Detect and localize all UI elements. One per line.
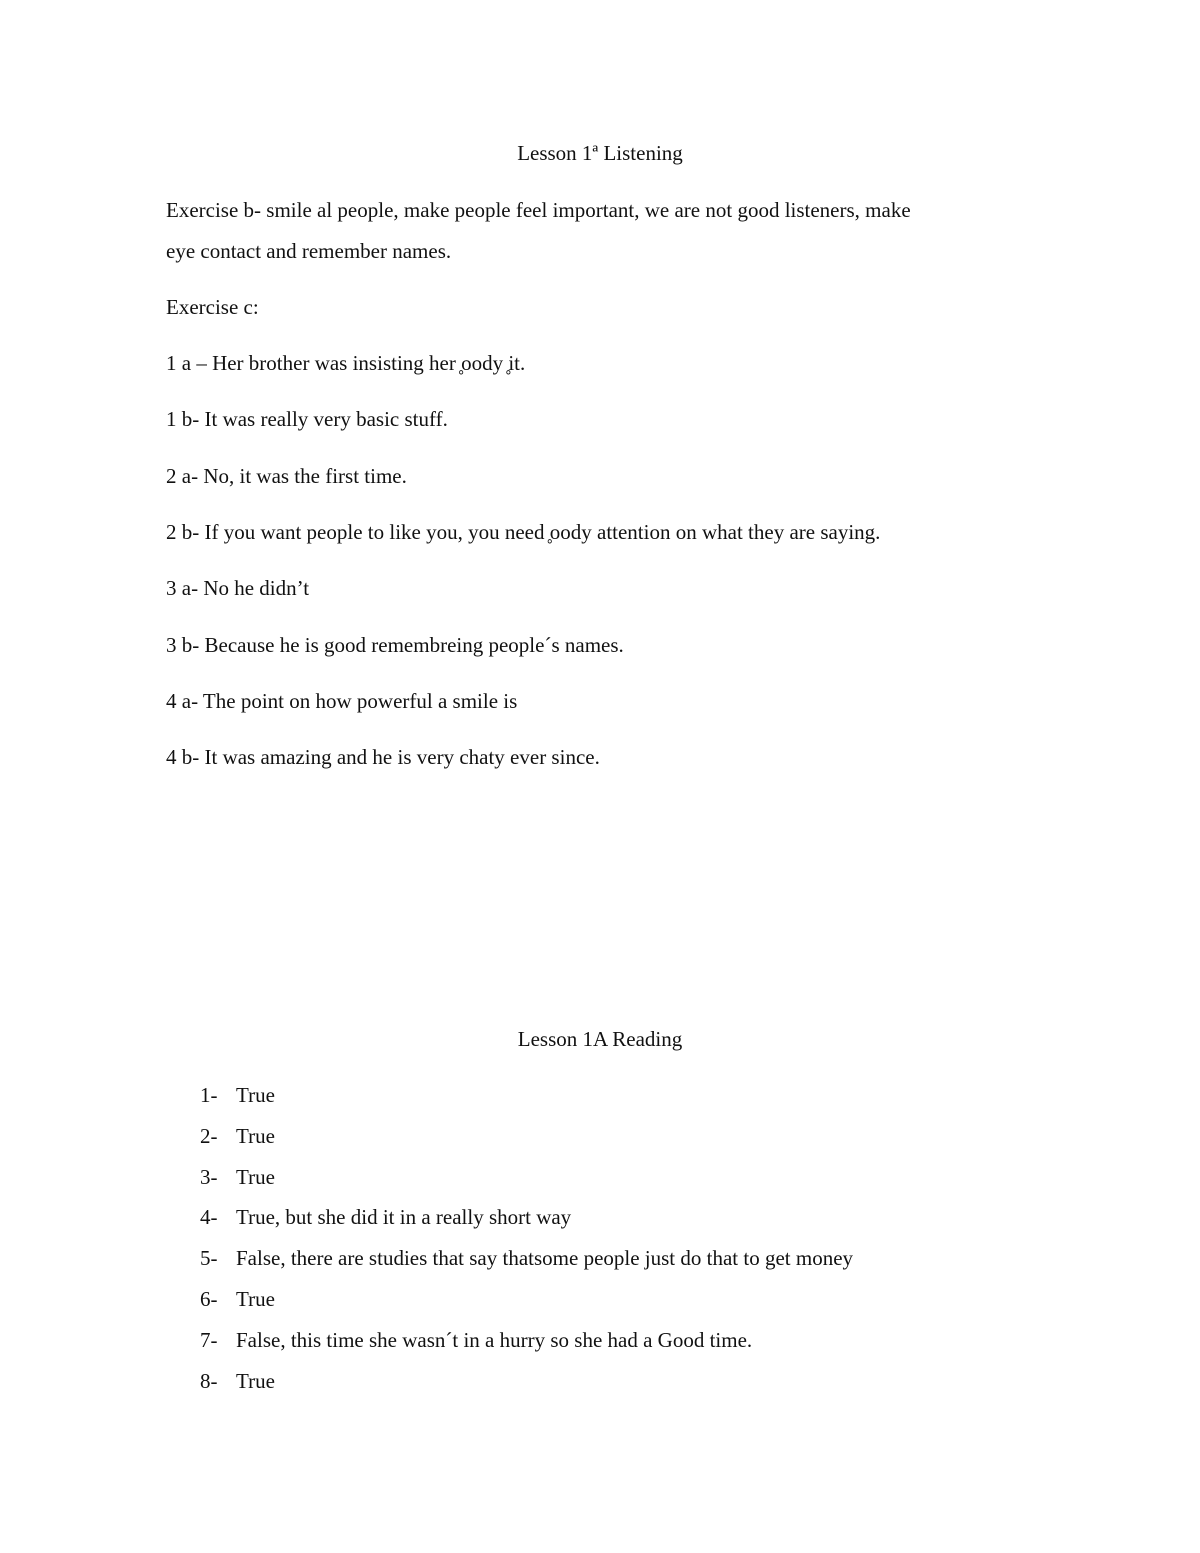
listening-title: Lesson 1ª Listening [517, 141, 683, 165]
item-text: True [236, 1164, 275, 1189]
answer-2b: 2 b- If you want people to like you, you need ̥oody attention on what they are saying. [166, 520, 881, 544]
list-item [200, 1369, 853, 1410]
list-item [200, 1205, 853, 1246]
list-item [200, 1328, 853, 1369]
item-number: 6- [200, 1286, 218, 1311]
answer-1a: 1 a – Her brother was insisting her ̥oody ̥it. [166, 351, 526, 375]
answer-3a: 3 a- No he didn’t [166, 576, 310, 600]
item-number: 3- [200, 1164, 218, 1189]
item-text: True, but she did it in a really short way [236, 1205, 572, 1230]
list-item [200, 1165, 853, 1206]
reading-answer-list [200, 1083, 853, 1409]
item-text: True [236, 1123, 275, 1148]
list-item [200, 1287, 853, 1328]
list-item [200, 1083, 853, 1124]
exercise-b-line-1: Exercise b- smile al people, make people feel important, we are not good listeners, make [166, 198, 911, 222]
item-text: True [236, 1368, 275, 1393]
answer-1b: 1 b- It was really very basic stuff. [166, 407, 448, 431]
item-number: 4- [200, 1205, 218, 1230]
list-item [200, 1124, 853, 1165]
exercise-c-heading: Exercise c: [166, 295, 259, 319]
reading-title: Lesson 1A Reading [517, 1027, 683, 1051]
exercise-b-line-2: eye contact and remember names. [166, 239, 452, 263]
item-number: 8- [200, 1368, 218, 1393]
item-text: False, this time she wasn´t in a hurry so she had a Good time. [236, 1327, 753, 1352]
item-text: True [236, 1083, 275, 1107]
answer-3b: 3 b- Because he is good remembreing people´s names. [166, 633, 624, 657]
item-text: True [236, 1286, 275, 1311]
item-text: False, there are studies that say thatsome people just do that to get money [236, 1246, 854, 1271]
item-number: 2- [200, 1123, 218, 1148]
answer-4b: 4 b- It was amazing and he is very chaty ever since. [166, 745, 600, 769]
item-number: 5- [200, 1246, 218, 1271]
list-item [200, 1246, 853, 1287]
answer-4a: 4 a- The point on how powerful a smile is [166, 689, 518, 713]
item-number: 1- [200, 1083, 218, 1107]
answer-2a: 2 a- No, it was the first time. [166, 464, 407, 488]
item-number: 7- [200, 1327, 218, 1352]
